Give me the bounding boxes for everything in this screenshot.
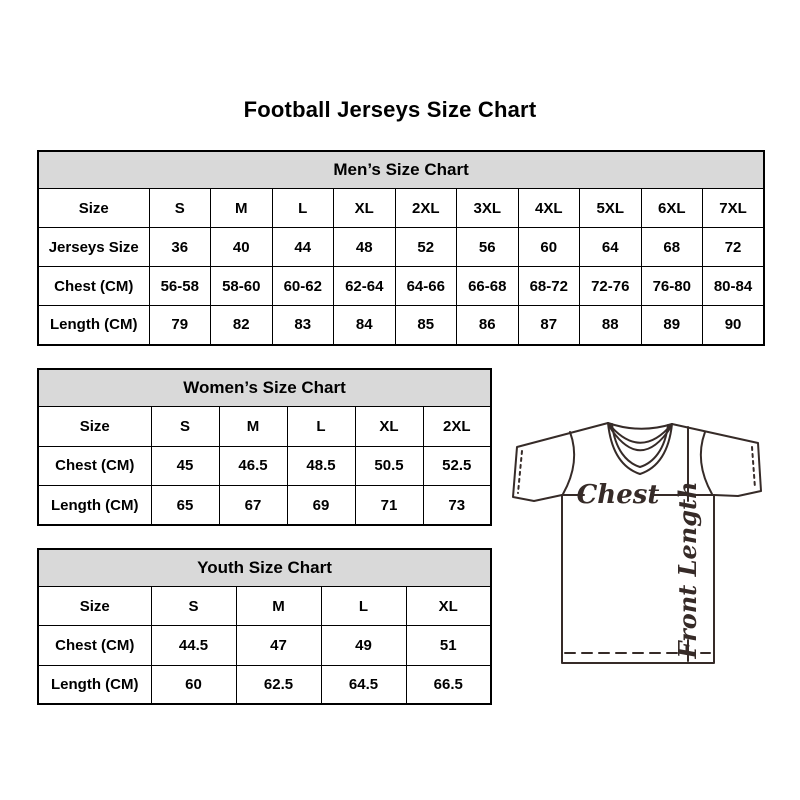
table-row (38, 587, 491, 626)
value-cell: 67 (219, 486, 287, 526)
size-cell: 2XL (423, 407, 491, 447)
value-cell: 73 (423, 486, 491, 526)
front-length-label: Front Length (673, 481, 702, 659)
size-cell: XL (406, 587, 491, 626)
table-row (38, 446, 491, 486)
value-cell: 79 (149, 306, 211, 345)
table-row (38, 189, 764, 228)
value-cell: 71 (355, 486, 423, 526)
value-cell: 88 (580, 306, 642, 345)
size-cell: 3XL (457, 189, 519, 228)
value-cell: 64.5 (321, 665, 406, 704)
youth-table-title: Youth Size Chart (38, 549, 491, 587)
size-cell: S (149, 189, 211, 228)
value-cell: 87 (518, 306, 580, 345)
table-row (38, 407, 491, 447)
value-cell: 50.5 (355, 446, 423, 486)
row-label-cell: Length (CM) (38, 306, 149, 345)
row-label-cell: Chest (CM) (38, 626, 151, 665)
table-row (38, 665, 491, 704)
table-row (38, 306, 764, 345)
value-cell: 62-64 (334, 267, 396, 306)
row-label-cell: Chest (CM) (38, 446, 151, 486)
left-cuff-dashed-line (518, 451, 522, 493)
table-header-row (38, 549, 491, 587)
value-cell: 64-66 (395, 267, 457, 306)
value-cell: 49 (321, 626, 406, 665)
table-header-row (38, 151, 764, 189)
size-cell: L (287, 407, 355, 447)
youth-size-table (37, 548, 492, 705)
size-cell: L (321, 587, 406, 626)
row-label-cell: Size (38, 587, 151, 626)
value-cell: 60-62 (272, 267, 334, 306)
value-cell: 68 (641, 228, 703, 267)
value-cell: 52 (395, 228, 457, 267)
value-cell: 44.5 (151, 626, 236, 665)
value-cell: 47 (236, 626, 321, 665)
value-cell: 89 (641, 306, 703, 345)
value-cell: 48 (334, 228, 396, 267)
row-label-cell: Chest (CM) (38, 267, 149, 306)
size-cell: XL (334, 189, 396, 228)
value-cell: 68-72 (518, 267, 580, 306)
value-cell: 45 (151, 446, 219, 486)
value-cell: 80-84 (703, 267, 765, 306)
size-cell: 4XL (518, 189, 580, 228)
value-cell: 51 (406, 626, 491, 665)
womens-size-table (37, 368, 492, 526)
value-cell: 72 (703, 228, 765, 267)
value-cell: 52.5 (423, 446, 491, 486)
jersey-measurement-diagram (505, 400, 777, 670)
value-cell: 44 (272, 228, 334, 267)
size-cell: L (272, 189, 334, 228)
row-label-cell: Length (CM) (38, 486, 151, 526)
row-label-cell: Size (38, 407, 151, 447)
size-cell: 2XL (395, 189, 457, 228)
value-cell: 76-80 (641, 267, 703, 306)
right-cuff-dashed-line (752, 447, 755, 488)
mens-table-title: Men’s Size Chart (38, 151, 764, 189)
table-row (38, 626, 491, 665)
row-label-cell: Jerseys Size (38, 228, 149, 267)
value-cell: 60 (151, 665, 236, 704)
size-cell: M (211, 189, 273, 228)
size-cell: 7XL (703, 189, 765, 228)
chest-label: Chest (576, 480, 660, 510)
value-cell: 60 (518, 228, 580, 267)
value-cell: 64 (580, 228, 642, 267)
value-cell: 65 (151, 486, 219, 526)
size-cell: 6XL (641, 189, 703, 228)
table-row (38, 228, 764, 267)
size-cell: 5XL (580, 189, 642, 228)
value-cell: 56-58 (149, 267, 211, 306)
size-cell: S (151, 407, 219, 447)
size-cell: M (236, 587, 321, 626)
value-cell: 82 (211, 306, 273, 345)
value-cell: 84 (334, 306, 396, 345)
value-cell: 86 (457, 306, 519, 345)
value-cell: 72-76 (580, 267, 642, 306)
row-label-cell: Size (38, 189, 149, 228)
value-cell: 36 (149, 228, 211, 267)
mens-size-table (37, 150, 765, 346)
value-cell: 66.5 (406, 665, 491, 704)
jersey-right-seam (701, 432, 712, 494)
value-cell: 58-60 (211, 267, 273, 306)
table-row (38, 267, 764, 306)
value-cell: 90 (703, 306, 765, 345)
value-cell: 56 (457, 228, 519, 267)
table-header-row (38, 369, 491, 407)
value-cell: 46.5 (219, 446, 287, 486)
jersey-left-seam (563, 432, 574, 494)
size-cell: S (151, 587, 236, 626)
value-cell: 85 (395, 306, 457, 345)
value-cell: 69 (287, 486, 355, 526)
table-row (38, 486, 491, 526)
value-cell: 62.5 (236, 665, 321, 704)
value-cell: 48.5 (287, 446, 355, 486)
row-label-cell: Length (CM) (38, 665, 151, 704)
size-cell: M (219, 407, 287, 447)
value-cell: 40 (211, 228, 273, 267)
jersey-collar-rim (608, 423, 672, 429)
value-cell: 83 (272, 306, 334, 345)
page-title: Football Jerseys Size Chart (243, 97, 537, 122)
size-cell: XL (355, 407, 423, 447)
womens-table-title: Women’s Size Chart (38, 369, 491, 407)
value-cell: 66-68 (457, 267, 519, 306)
